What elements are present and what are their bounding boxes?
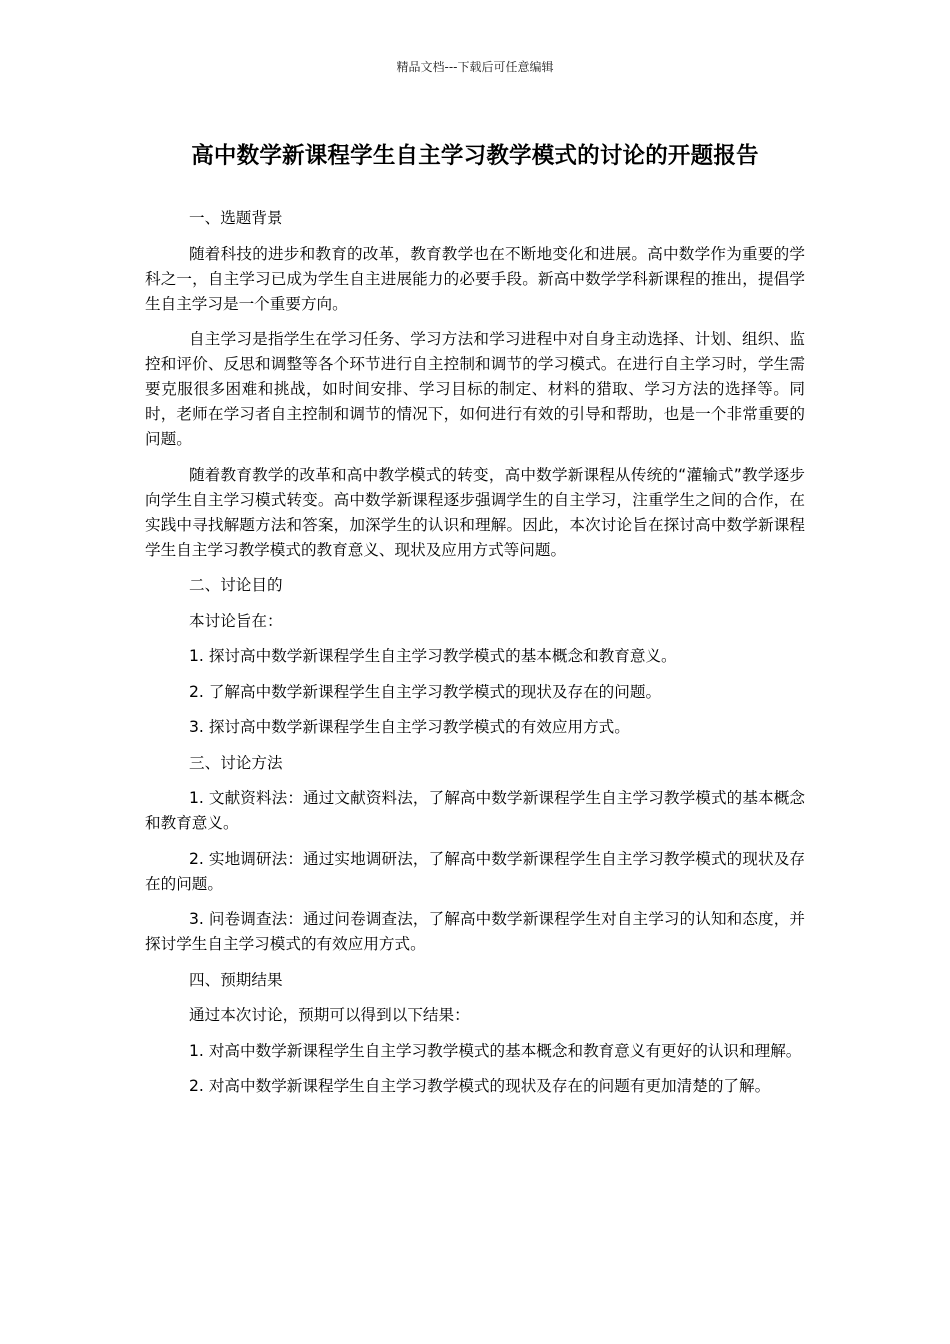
list-item: 2. 了解高中数学新课程学生自主学习教学模式的现状及存在的问题。	[189, 682, 662, 701]
list-item: 1. 文献资料法：通过文献资料法，了解高中数学新课程学生自主学习教学模式的基本概念和教育意义。	[145, 789, 805, 832]
paragraph: 本讨论旨在：	[189, 611, 283, 630]
paragraph: 随着教育教学的改革和高中教学模式的转变，高中数学新课程从传统的“灌输式”教学逐步向学生自主学习模式转变。高中数学新课程逐步强调学生的自主学习，注重学生之间的合作，在实践中寻找解题方法和答案，加深学生的认识和理解。因此，本次讨论旨在探讨高中数学新课程学生自主学习教学模式的教育意义、现状及应用方式等问题。	[145, 465, 805, 559]
paragraph: 通过本次讨论，预期可以得到以下结果：	[189, 1006, 470, 1024]
list-item: 2. 对高中数学新课程学生自主学习教学模式的现状及存在的问题有更加清楚的了解。	[189, 1077, 771, 1095]
list-item: 3. 探讨高中数学新课程学生自主学习教学模式的有效应用方式。	[189, 718, 630, 736]
document-title: 高中数学新课程学生自主学习教学模式的讨论的开题报告	[191, 143, 759, 169]
document-body	[145, 206, 805, 1110]
list-item: 1. 探讨高中数学新课程学生自主学习教学模式的基本概念和教育意义。	[189, 647, 677, 665]
paragraph: 随着科技的进步和教育的改革，教育教学也在不断地变化和进展。高中数学作为重要的学科之一，自主学习已成为学生自主进展能力的必要手段。新高中数学学科新课程的推出，提倡学生自主学习是一个重要方向。	[145, 244, 805, 313]
list-item: 1. 对高中数学新课程学生自主学习教学模式的基本概念和教育意义有更好的认识和理解。	[189, 1041, 802, 1060]
section-heading-expected-results: 四、预期结果	[189, 970, 283, 989]
section-heading-background: 一、选题背景	[189, 209, 283, 227]
section-heading-method: 三、讨论方法	[189, 753, 283, 772]
paragraph: 自主学习是指学生在学习任务、学习方法和学习进程中对自身主动选择、计划、组织、监控和评价、反思和调整等各个环节进行自主控制和调节的学习模式。在进行自主学习时，学生需要克服很多困难和挑战，如时间安排、学习目标的制定、材料的猎取、学习方法的选择等。同时，老师在学习者自主控制和调节的情况下，如何进行有效的引导和帮助，也是一个非常重要的问题。	[145, 330, 805, 448]
section-heading-purpose: 二、讨论目的	[189, 576, 283, 594]
list-item: 2. 实地调研法：通过实地调研法，了解高中数学新课程学生自主学习教学模式的现状及存在的问题。	[145, 849, 805, 893]
page-header-note: 精品文档---下载后可任意编辑	[396, 60, 554, 74]
list-item: 3. 问卷调查法：通过问卷调查法，了解高中数学新课程学生对自主学习的认知和态度，并探讨学生自主学习模式的有效应用方式。	[145, 910, 805, 953]
